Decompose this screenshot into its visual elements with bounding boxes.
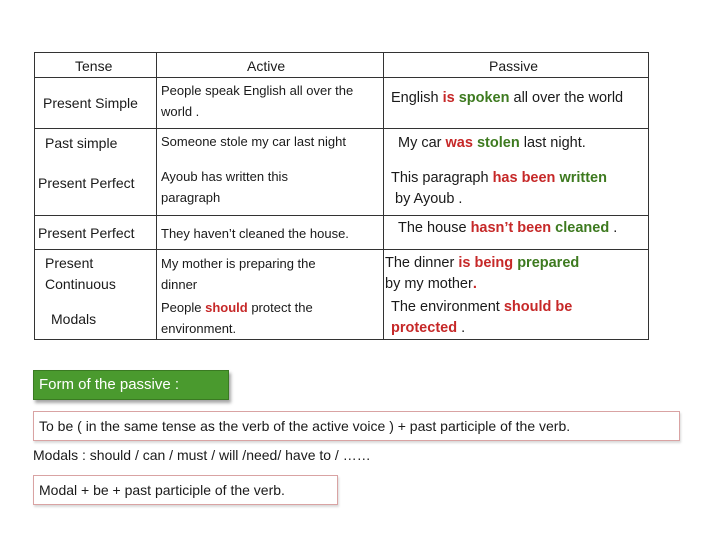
passive-past-simple: My car was stolen last night.	[398, 135, 586, 151]
tense-past-simple: Past simple	[45, 135, 118, 151]
active-past-simple: Someone stole my car last night	[161, 134, 346, 149]
form-of-passive-title: Form of the passive :	[33, 370, 229, 400]
passive-form-rule: To be ( in the same tense as the verb of the active voice ) + past participle of the verb.	[33, 411, 680, 441]
active-modals: People should protect the environment.	[161, 300, 313, 336]
tense-present-continuous: Present Continuous	[45, 255, 116, 292]
active-present-perfect-1: Ayoub has written this paragraph	[161, 169, 288, 205]
header-tense: Tense	[75, 58, 113, 74]
active-present-continuous: My mother is preparing the dinner	[161, 256, 316, 292]
modal-passive-rule: Modal + be + past participle of the verb.	[33, 475, 338, 505]
passive-present-simple: English is spoken all over the world	[391, 90, 624, 106]
tense-modals: Modals	[51, 311, 97, 327]
modals-list: Modals : should / can / must / will /need/ have to / ……	[33, 447, 371, 463]
header-active: Active	[247, 58, 286, 74]
tense-present-perfect-1: Present Perfect	[38, 175, 135, 191]
tense-present-simple: Present Simple	[43, 95, 138, 111]
active-present-perfect-2: They haven’t cleaned the house.	[161, 226, 349, 241]
active-present-simple: People speak English all over the world .	[161, 83, 354, 119]
passive-voice-table	[34, 52, 649, 340]
header-passive: Passive	[489, 58, 539, 74]
passive-modals: The environment should be protected .	[391, 299, 573, 336]
passive-present-continuous: The dinner is being prepared by my mother.	[385, 255, 580, 292]
passive-present-perfect-2: The house hasn’t been cleaned .	[398, 220, 618, 236]
passive-present-perfect-1: This paragraph has been written by Ayoub .	[391, 170, 607, 207]
tense-present-perfect-2: Present Perfect	[38, 225, 135, 241]
